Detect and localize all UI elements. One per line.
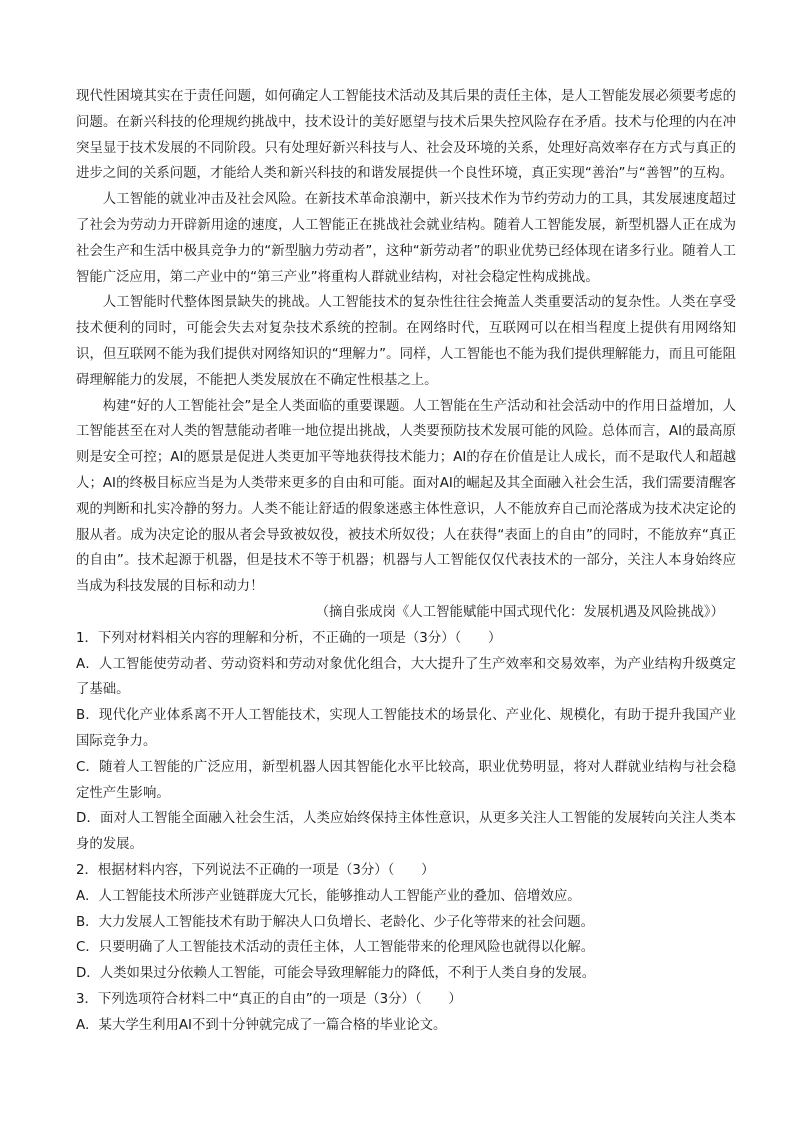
option-d: D．人类如果过分依赖人工智能，可能会导致理解能力的降低，不利于人类自身的发展。 [76, 966, 596, 982]
option-d: D．面对人工智能全面融入社会生活，人类应始终保持主体性意识，从更多关注人工智能的发展转向关注人类本身的发展。 [76, 811, 736, 853]
passage-paragraph-3: 人工智能时代整体图景缺失的挑战。人工智能技术的复杂性往往会掩盖人类重要活动的复杂性。人类在享受技术便利的同时，可能会失去对复杂技术系统的控制。在网络时代，互联网可以在相当程度上提供有用网络知识，但互联网不能为我们提供对网络知识的“理解力”。同样，人工智能也不能为我们提供理解能力，而且可能阻碍理解能力的发展，不能把人类发展放在不确定性根基之上。 [76, 295, 736, 388]
passage-paragraph-2: 人工智能的就业冲击及社会风险。在新技术革命浪潮中，新兴技术作为节约劳动力的工具，其发展速度超过了社会为劳动力开辟新用途的速度，人工智能正在挑战社会就业结构。随着人工智能发展，新型机器人正在成为社会生产和生活中极具竞争力的“新型脑力劳动者”，这种“新劳动者”的职业优势已经体现在诸多行业。随着人工智能广泛应用，第二产业中的“第三产业”将重构人群就业结构，对社会稳定性构成挑战。 [76, 192, 736, 285]
option-b: B．大力发展人工智能技术有助于解决人口负增长、老龄化、少子化等带来的社会问题。 [76, 914, 595, 930]
passage-source: （摘自张成岗《人工智能赋能中国式现代化：发展机遇及风险挑战》） [315, 604, 724, 620]
option-c: C．随着人工智能的广泛应用，新型机器人因其智能化水平比较高，职业优势明显，将对人群就业结构与社会稳定性产生影响。 [76, 759, 736, 801]
question-stem: 3．下列选项符合材料二中“真正的自由”的一项是（3分）（ ） [76, 991, 462, 1007]
question-stem: 2．根据材料内容，下列说法不正确的一项是（3分）（ ） [76, 862, 435, 878]
option-a: A．人工智能技术所涉产业链群庞大冗长，能够推动人工智能产业的叠加、倍增效应。 [76, 888, 581, 904]
question-stem: 1．下列对材料相关内容的理解和分析，不正确的一项是（3分）（ ） [76, 630, 502, 646]
passage [76, 84, 736, 626]
passage-paragraph-1: 现代性困境其实在于责任问题，如何确定人工智能技术活动及其后果的责任主体，是人工智能发展必须要考虑的问题。在新兴科技的伦理规约挑战中，技术设计的美好愿望与技术后果失控风险存在矛盾。技术与伦理的内在冲突呈显于技术发展的不同阶段。只有处理好新兴科技与人、社会及环境的关系，处理好高效率存在方式与真正的进步之间的关系问题，才能给人类和新兴科技的和谐发展提供一个良性环境，真正实现“善治”与“善智”的互构。 [76, 89, 736, 182]
option-a: A．某大学生利用AI不到十分钟就完成了一篇合格的毕业论文。 [76, 1017, 447, 1033]
option-a: A．人工智能使劳动者、劳动资料和劳动对象优化组合，大大提升了生产效率和交易效率，为产业结构升级奠定了基础。 [76, 656, 736, 698]
option-c: C．只要明确了人工智能技术活动的责任主体，人工智能带来的伦理风险也就得以化解。 [76, 940, 595, 956]
question-3 [76, 987, 736, 1039]
question-2 [76, 858, 736, 987]
option-b: B．现代化产业体系离不开人工智能技术，实现人工智能技术的场景化、产业化、规模化，有助于提升我国产业国际竞争力。 [76, 708, 736, 749]
passage-paragraph-4: 构建“好的人工智能社会”是全人类面临的重要课题。人工智能在生产活动和社会活动中的作用日益增加，人工智能甚至在对人类的智慧能动者唯一地位提出挑战，人类要预防技术发展可能的风险。总体而言，AI的最高原则是安全可控；AI的愿景是促进人类更加平等地获得技术能力；AI的存在价值是让人成长，而不是取代人和超越人；AI的终极目标应当是为人类带来更多的自由和可能。面对AI的崛起及其全面融入社会生活，我们需要清醒客观的判断和扎实冷静的努力。人类不能让舒适的假象迷惑主体性意识，人不能放弃自己而沦落成为技术决定论的服从者。成为决定论的服从者会导致被奴役，被技术所奴役；人在获得“表面上的自由”的同时，不能放弃“真正的自由”。技术起源于机器，但是技术不等于机器；机器与人工智能仅仅代表技术的一部分，关注人本身始终应当成为科技发展的目标和动力！ [76, 398, 736, 595]
document-page [76, 84, 736, 1038]
question-1 [76, 626, 736, 858]
